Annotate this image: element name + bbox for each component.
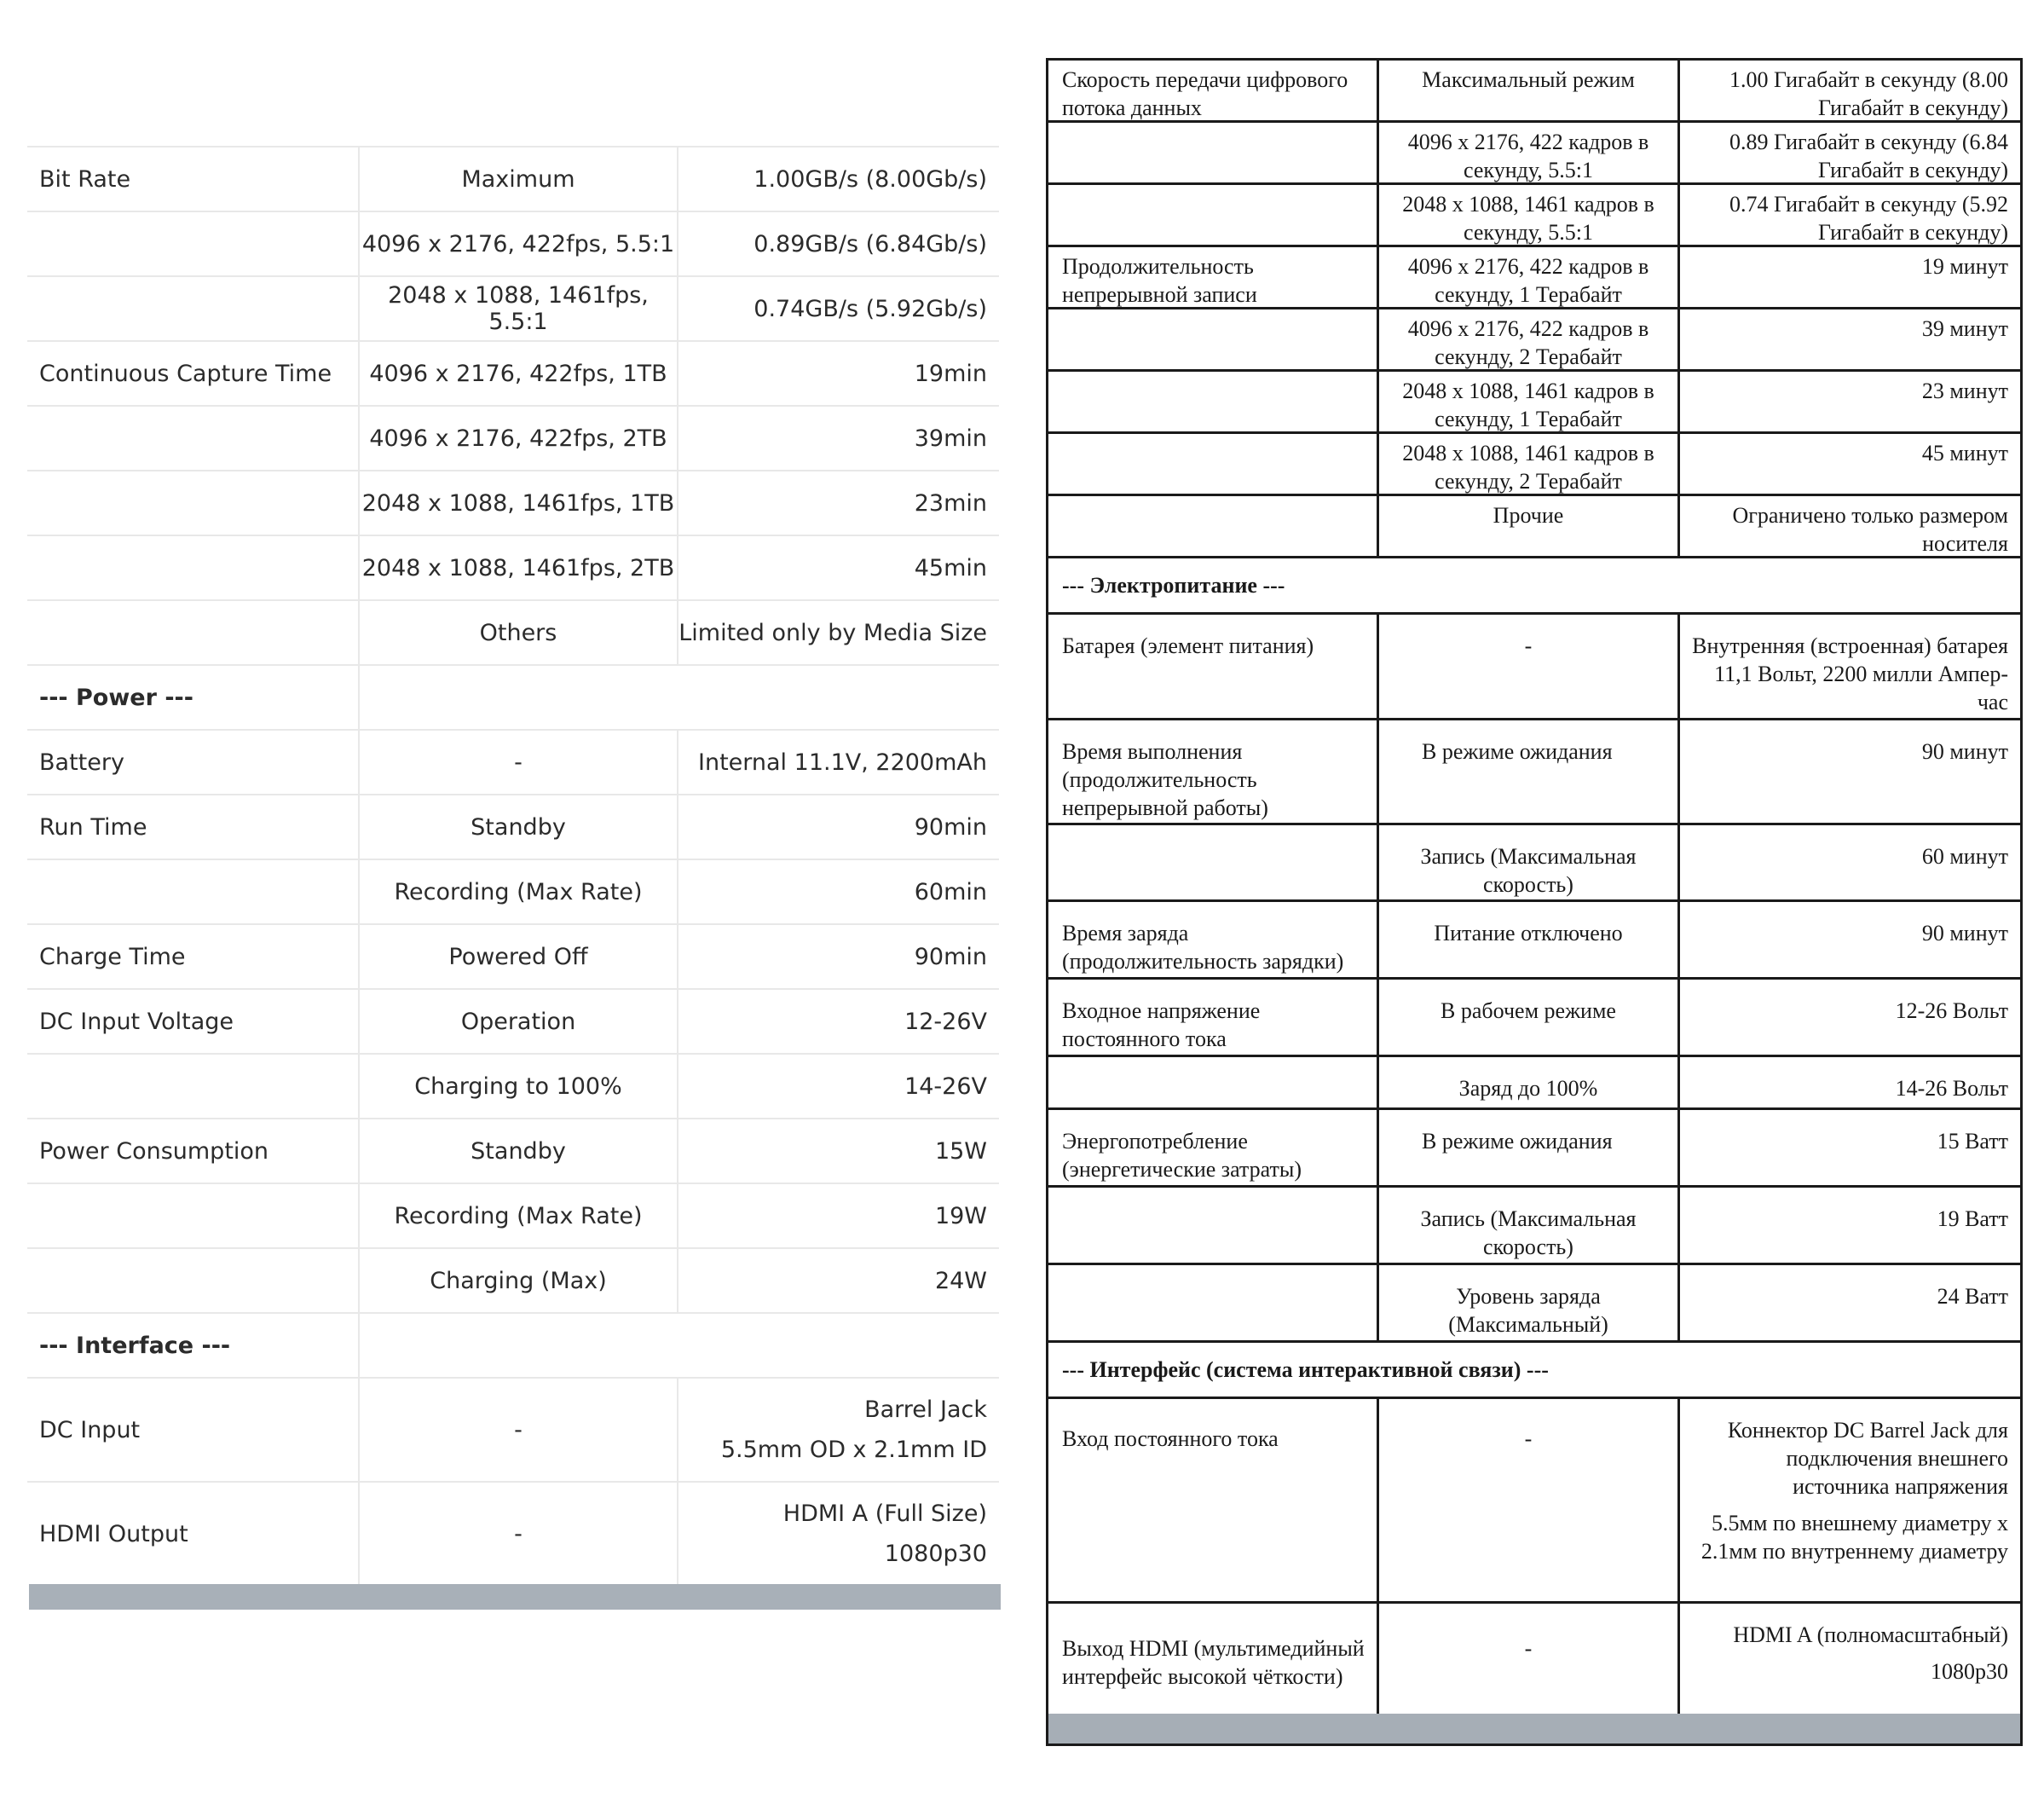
- table-row: [27, 146, 999, 211]
- value-line: HDMI A (Full Size): [782, 1501, 987, 1527]
- table-row: [1048, 1110, 2020, 1188]
- row-value: 23min: [914, 489, 987, 517]
- row-value: 39 минут: [1921, 316, 2008, 341]
- row-value: 39min: [914, 425, 987, 452]
- value-line: 5.5mm OD x 2.1mm ID: [720, 1437, 987, 1463]
- row-value: [1680, 1399, 2020, 1601]
- row-value: 0.89GB/s (6.84Gb/s): [754, 230, 987, 257]
- table-row: [1048, 615, 2020, 720]
- row-label: HDMI Output: [27, 1483, 360, 1585]
- row-value: 0.74GB/s (5.92Gb/s): [754, 295, 987, 322]
- row-label: Батарея (элемент питания): [1048, 615, 1379, 718]
- table-row: [1048, 247, 2020, 309]
- row-condition: Standby: [360, 795, 678, 859]
- row-condition: В режиме ожидания: [1379, 1110, 1680, 1185]
- row-label: Скорость передачи цифрового потока данных: [1048, 61, 1379, 120]
- table-row: [27, 729, 999, 794]
- row-value: 14-26 Вольт: [1895, 1076, 2008, 1101]
- row-condition: Питание отключено: [1379, 902, 1680, 977]
- row-value: 19W: [934, 1202, 987, 1229]
- table-row: [1048, 1057, 2020, 1110]
- row-condition: -: [1379, 1604, 1680, 1718]
- row-value: 19min: [914, 360, 987, 387]
- row-value: 45 минут: [1921, 441, 2008, 466]
- row-condition: Максимальный режим: [1379, 61, 1680, 120]
- row-label: Энергопотребление (энергетические затраты): [1048, 1110, 1379, 1185]
- table-row: [27, 1053, 999, 1118]
- section-title: --- Interface ---: [27, 1314, 360, 1377]
- table-row: [27, 211, 999, 275]
- row-value: 45min: [914, 554, 987, 581]
- table-row: [27, 1377, 999, 1481]
- row-condition: Запись (Максимальная скорость): [1379, 1188, 1680, 1263]
- row-value: 12-26V: [904, 1008, 987, 1035]
- row-condition: Maximum: [360, 147, 678, 211]
- row-value: 1.00GB/s (8.00Gb/s): [754, 165, 987, 193]
- table-row: [1048, 1188, 2020, 1265]
- row-condition: -: [360, 1483, 678, 1585]
- table-row: [27, 923, 999, 988]
- section-heading-power: [1048, 558, 2020, 615]
- row-label: Charge Time: [27, 925, 360, 988]
- row-condition: 4096 x 2176, 422 кадров в секунду, 5.5:1: [1379, 123, 1680, 182]
- row-condition: 4096 x 2176, 422 кадров в секунду, 1 Терабайт: [1379, 247, 1680, 307]
- table-row: [1048, 980, 2020, 1057]
- table-row: [1048, 1265, 2020, 1343]
- table-row: [1048, 1399, 2020, 1604]
- value-line: Barrel Jack: [864, 1397, 987, 1423]
- row-label: [1048, 185, 1379, 245]
- row-value: 0.74 Гигабайт в секунду (5.92 Гигабайт в секунду): [1729, 192, 2008, 245]
- row-condition: [360, 666, 678, 729]
- section-title: --- Электропитание ---: [1062, 572, 1285, 598]
- value-line: 1080p30: [884, 1541, 987, 1567]
- row-value: 19 минут: [1921, 254, 2008, 279]
- row-label: Входное напряжение постоянного тока: [1048, 980, 1379, 1055]
- table-footer-bar: [29, 1584, 1001, 1610]
- table-row: [1048, 185, 2020, 247]
- row-value: 0.89 Гигабайт в секунду (6.84 Гигабайт в секунду): [1729, 130, 2008, 182]
- row-condition: -: [1379, 615, 1680, 718]
- table-row: [1048, 1604, 2020, 1720]
- row-condition: 2048 x 1088, 1461 кадров в секунду, 1 Терабайт: [1379, 372, 1680, 431]
- row-label: [1048, 496, 1379, 556]
- row-label: DC Input: [27, 1379, 360, 1481]
- value-line: Коннектор DC Barrel Jack для подключения внешнего источника напряжения: [1727, 1418, 2008, 1499]
- row-label: [27, 860, 360, 923]
- row-label: Power Consumption: [27, 1119, 360, 1183]
- row-label: Время выполнения (продолжительность непрерывной работы): [1048, 720, 1379, 823]
- table-row: [27, 1481, 999, 1585]
- table-row: [1048, 720, 2020, 825]
- row-label: [27, 471, 360, 535]
- row-label: [1048, 1265, 1379, 1340]
- section-heading-power: [27, 664, 999, 729]
- row-value: [678, 1314, 999, 1377]
- russian-spec-table: [1046, 58, 2023, 1720]
- row-value: [678, 666, 999, 729]
- row-condition: -: [1379, 1399, 1680, 1601]
- row-label: [1048, 825, 1379, 899]
- row-condition: Others: [360, 601, 678, 664]
- row-condition: -: [360, 731, 678, 794]
- row-value: 60min: [914, 878, 987, 905]
- row-value: [678, 1379, 999, 1481]
- row-label: [27, 1249, 360, 1312]
- row-condition: Charging (Max): [360, 1249, 678, 1312]
- row-value: 24W: [934, 1267, 987, 1294]
- row-value: 1.00 Гигабайт в секунду (8.00 Гигабайт в секунду): [1729, 67, 2008, 120]
- row-value: 90min: [914, 813, 987, 841]
- row-label: Battery: [27, 731, 360, 794]
- row-condition: 4096 x 2176, 422 кадров в секунду, 2 Терабайт: [1379, 309, 1680, 369]
- row-label: [1048, 1057, 1379, 1107]
- value-line: 5.5мм по внешнему диаметру x 2.1мм по внутреннему диаметру: [1700, 1511, 2008, 1564]
- section-heading-interface: [27, 1312, 999, 1377]
- row-label: Время заряда (продолжительность зарядки): [1048, 902, 1379, 977]
- table-row: [27, 1183, 999, 1247]
- row-label: [27, 536, 360, 599]
- row-label: Выход HDMI (мультимедийный интерфейс высокой чёткости): [1048, 1604, 1379, 1718]
- row-label: [27, 277, 360, 340]
- row-value: 90 минут: [1921, 739, 2008, 764]
- row-condition: Запись (Максимальная скорость): [1379, 825, 1680, 899]
- row-label: Продолжительность непрерывной записи: [1048, 247, 1379, 307]
- row-condition: Standby: [360, 1119, 678, 1183]
- table-row: [27, 405, 999, 470]
- row-value: 15W: [934, 1137, 987, 1165]
- table-row: [1048, 309, 2020, 372]
- table-row: [27, 794, 999, 859]
- row-condition: 2048 x 1088, 1461fps, 2TB: [360, 536, 678, 599]
- row-label: Run Time: [27, 795, 360, 859]
- section-title: --- Интерфейс (система интерактивной связи) ---: [1062, 1356, 1549, 1382]
- row-value: [1680, 1604, 2020, 1718]
- value-line: 1080p30: [1931, 1659, 2008, 1684]
- table-row: [27, 340, 999, 405]
- row-label: [27, 1184, 360, 1247]
- table-row: [27, 988, 999, 1053]
- table-footer-bar: [1046, 1714, 2023, 1746]
- row-value: 60 минут: [1921, 844, 2008, 869]
- table-row: [27, 1118, 999, 1183]
- row-condition: 2048 x 1088, 1461 кадров в секунду, 5.5:1: [1379, 185, 1680, 245]
- table-row: [27, 470, 999, 535]
- row-label: [1048, 309, 1379, 369]
- row-label: [27, 407, 360, 470]
- table-row: [1048, 123, 2020, 185]
- row-label: [1048, 1188, 1379, 1263]
- row-label: Continuous Capture Time: [27, 342, 360, 405]
- table-row: [1048, 61, 2020, 123]
- row-value: 14-26V: [904, 1073, 987, 1100]
- row-label: Bit Rate: [27, 147, 360, 211]
- row-condition: 4096 x 2176, 422fps, 1TB: [360, 342, 678, 405]
- row-condition: 2048 x 1088, 1461 кадров в секунду, 2 Терабайт: [1379, 434, 1680, 494]
- row-condition: 4096 x 2176, 422fps, 5.5:1: [360, 212, 678, 275]
- row-condition: Уровень заряда (Максимальный): [1379, 1265, 1680, 1340]
- table-row: [1048, 372, 2020, 434]
- table-row: [27, 599, 999, 664]
- row-condition: Operation: [360, 990, 678, 1053]
- row-condition: Заряд до 100%: [1379, 1057, 1680, 1107]
- row-value: [678, 1483, 999, 1585]
- row-condition: 2048 x 1088, 1461fps, 1TB: [360, 471, 678, 535]
- row-condition: Powered Off: [360, 925, 678, 988]
- row-label: Вход постоянного тока: [1048, 1399, 1379, 1601]
- value-line: HDMI A (полномасштабный): [1733, 1622, 2008, 1647]
- row-condition: В режиме ожидания: [1379, 720, 1680, 823]
- row-value: 24 Ватт: [1937, 1284, 2008, 1309]
- row-label: [27, 212, 360, 275]
- table-row: [1048, 902, 2020, 980]
- row-condition: 4096 x 2176, 422fps, 2TB: [360, 407, 678, 470]
- row-value: 15 Ватт: [1937, 1129, 2008, 1154]
- table-row: [1048, 496, 2020, 558]
- section-heading-interface: [1048, 1343, 2020, 1399]
- row-value: Внутренняя (встроенная) батарея 11,1 Вольт, 2200 милли Ампер-час: [1692, 633, 2008, 714]
- row-label: [1048, 123, 1379, 182]
- row-condition: Recording (Max Rate): [360, 1184, 678, 1247]
- row-condition: Recording (Max Rate): [360, 860, 678, 923]
- table-row: [27, 859, 999, 923]
- table-row: [1048, 434, 2020, 496]
- row-label: [1048, 372, 1379, 431]
- section-title: --- Power ---: [27, 666, 360, 729]
- english-spec-table: [27, 146, 999, 1585]
- row-condition: Прочие: [1379, 496, 1680, 556]
- row-value: 12-26 Вольт: [1895, 998, 2008, 1023]
- table-row: [27, 535, 999, 599]
- row-label: [27, 1055, 360, 1118]
- row-value: 19 Ватт: [1937, 1206, 2008, 1231]
- row-value: Ограничено только размером носителя: [1732, 503, 2008, 556]
- row-condition: В рабочем режиме: [1379, 980, 1680, 1055]
- row-condition: [360, 1314, 678, 1377]
- row-condition: 2048 x 1088, 1461fps, 5.5:1: [360, 277, 678, 340]
- row-label: [27, 601, 360, 664]
- row-condition: -: [360, 1379, 678, 1481]
- table-row: [27, 275, 999, 340]
- row-value: 23 минут: [1921, 379, 2008, 403]
- row-label: [1048, 434, 1379, 494]
- row-value: 90min: [914, 943, 987, 970]
- row-value: Internal 11.1V, 2200mAh: [698, 749, 987, 776]
- row-value: 90 минут: [1921, 921, 2008, 945]
- row-condition: Charging to 100%: [360, 1055, 678, 1118]
- row-value: Limited only by Media Size: [678, 619, 987, 646]
- table-row: [1048, 825, 2020, 902]
- row-label: DC Input Voltage: [27, 990, 360, 1053]
- table-row: [27, 1247, 999, 1312]
